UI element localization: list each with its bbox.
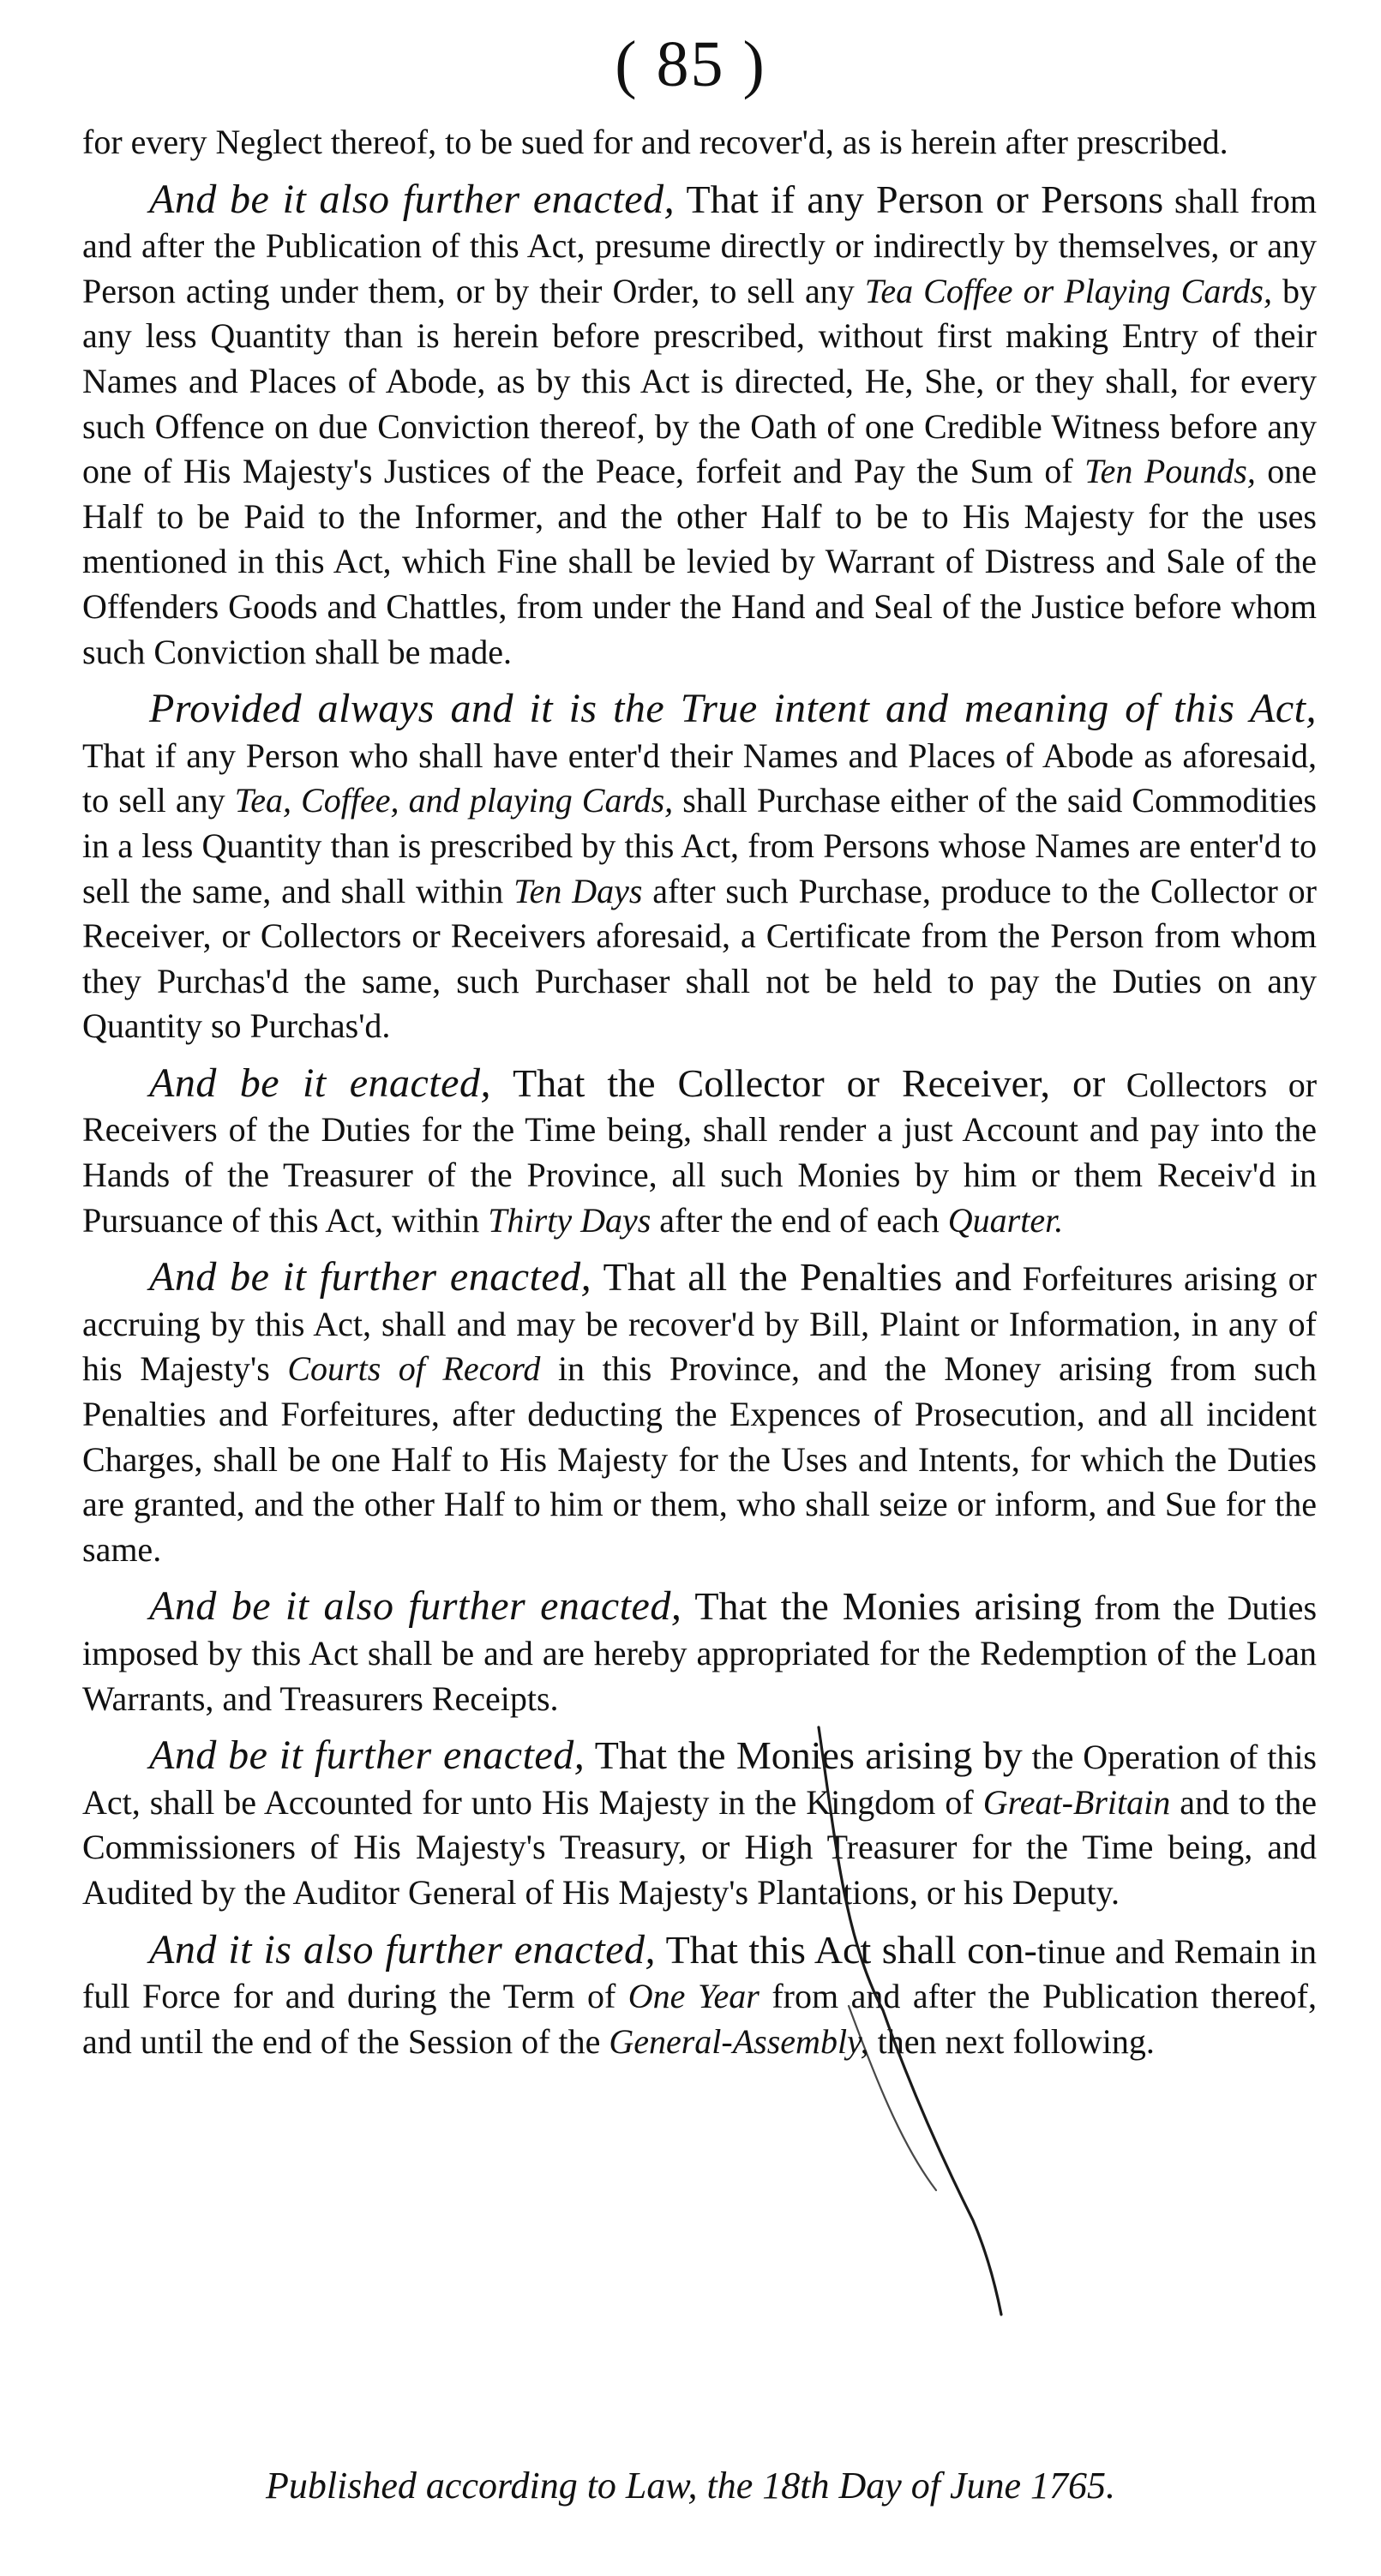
paragraph-proviso: [82, 687, 1317, 1049]
paragraph-lead-roman: That the Collector or Receiver, or: [490, 1060, 1106, 1105]
paragraph-text: shall Purchase either of the said Commodities in a less Quantity than is prescribed by this Act, from Persons whose Names are enter'd to sell the same, and shall within: [82, 781, 1317, 910]
paragraph-appropriation: [82, 1584, 1317, 1721]
paragraph-text: Forfeitures arising or accruing by this Act, shall and may be recover'd by Bill, Plaint or Information, in any of his Majesty's: [82, 1259, 1317, 1389]
paragraph-text: tinue and Remain in full Force for and during the Term of: [82, 1931, 1318, 2016]
publication-imprint: Published according to Law, the 18th Day of June 1765.: [265, 2465, 1116, 2507]
paragraph-text: for every Neglect thereof, to be sued for and recover'd, as is herein after prescribed.: [82, 123, 1228, 161]
paragraph-text: one Half to be Paid to the Informer, and the other Half to be to His Majesty for the uses mentioned in this Act, which Fine shall be levied by Warrant of Distress and Sale of the Offenders Goods and Chattles, from under the Hand and Seal of the Justice before whom such Conviction shall be made.: [82, 452, 1317, 671]
paragraph-italic: Tea Coffee or Playing Cards,: [864, 271, 1272, 310]
paragraph-italic: General-Assembly,: [609, 2021, 869, 2061]
paragraph-text: That if any Person who shall have enter'd their Names and Places of Abode as aforesaid, to sell any: [82, 736, 1317, 820]
paragraph-text: from and after the Publication thereof, and until the end of the Session of the: [82, 1977, 1317, 2061]
paragraph-lead-roman: That if any Person or Persons: [675, 177, 1164, 221]
act-text: [82, 118, 1317, 2076]
paragraph-text: in this Province, and the Money arising from such Penalties and Forfeitures, after deducting the Expences of Prosecution, and all incident Charges, shall be one Half to His Majesty for the Uses and Intents, for which the Duties are granted, and the other Half to him or them, who shall seize or inform, and Sue for the same.: [82, 1349, 1318, 1569]
paragraph-text: after the end of each: [651, 1200, 948, 1240]
paragraph-duration: [82, 1928, 1317, 2065]
paragraph-text: the Operation of this Act, shall be Accounted for unto His Majesty in the Kingdom of: [82, 1738, 1318, 1822]
paragraph-lead-roman: That this Act shall con-: [656, 1927, 1037, 1972]
paragraph-collector-account: [82, 1061, 1317, 1243]
paragraph-text: then next following.: [868, 2021, 1155, 2061]
paragraph-italic: Great-Britain: [982, 1782, 1171, 1822]
paragraph-text: from the Duties imposed by this Act shall be and are hereby appropriated for the Redemption of the Loan Warrants, and Treasurers Receipts.: [82, 1588, 1318, 1718]
paragraph-lead: And be it also further enacted,: [149, 176, 675, 222]
paragraph-italic: Courts of Record: [287, 1349, 541, 1389]
paragraph-text: Collectors or Receivers of the Duties for the Time being, shall render a just Account and pay into the Hands of the Treasurer of the Province, all such Monies by him or them Receiv'd in Pursuance of this Act, within: [82, 1065, 1318, 1240]
paragraph-lead-roman: That all the Penalties and: [591, 1255, 1012, 1300]
paragraph-text: and to the Commissioners of His Majesty's Treasury, or High Treasurer for the Time being, and Audited by the Auditor General of His Majesty's Plantations, or his Deputy.: [82, 1782, 1317, 1912]
paragraph-lead: And be it further enacted,: [149, 1732, 585, 1779]
paragraph-italic: Ten Pounds,: [1084, 452, 1256, 491]
paragraph-text: after such Purchase, produce to the Collector or Receiver, or Collectors or Receivers aforesaid, a Certificate from the Person from whom they Purchas'd the same, such Purchaser shall not be held to pay the Duties on any Quantity so Purchas'd.: [82, 871, 1317, 1046]
paragraph-unlicensed-sale-penalty: [82, 177, 1317, 676]
paragraph-lead-roman: That the Monies arising: [681, 1584, 1082, 1629]
paragraph-text: shall from and after the Publication of this Act, presume directly or indirectly by themselves, or any Person acting under them, or by their Order, to sell any: [82, 181, 1317, 310]
paragraph-lead: And it is also further enacted,: [149, 1926, 656, 1973]
paragraph-lead-roman: That the Monies arising by: [585, 1733, 1023, 1778]
paragraph-accounting: [82, 1733, 1317, 1915]
paragraph-lead: And be it further enacted,: [149, 1254, 592, 1300]
paragraph-text: by any less Quantity than is herein before prescribed, without first making Entry of their Names and Places of Abode, as by this Act is directed, He, She, or they shall, for every such Offence on due Conviction thereof, by the Oath of one Credible Witness before any one of His Majesty's Justices of the Peace, forfeit and Pay the Sum of: [82, 271, 1318, 491]
paragraph-lead: And be it also further enacted,: [149, 1583, 682, 1630]
paragraph-italic: Quarter.: [947, 1200, 1064, 1240]
paragraph-italic: Tea, Coffee, and playing Cards,: [234, 781, 674, 820]
paragraph-lead: And be it enacted,: [149, 1060, 491, 1106]
page-number: ( 85 ): [615, 28, 766, 100]
paragraph-continuation: [82, 118, 1317, 165]
paragraph-italic: One Year: [627, 1977, 760, 2016]
paragraph-lead: Provided always and it is the True intent and meaning of this Act,: [149, 686, 1317, 732]
paragraph-penalties: [82, 1255, 1317, 1572]
paragraph-italic: Ten Days: [513, 871, 643, 910]
paragraph-italic: Thirty Days: [488, 1200, 651, 1240]
